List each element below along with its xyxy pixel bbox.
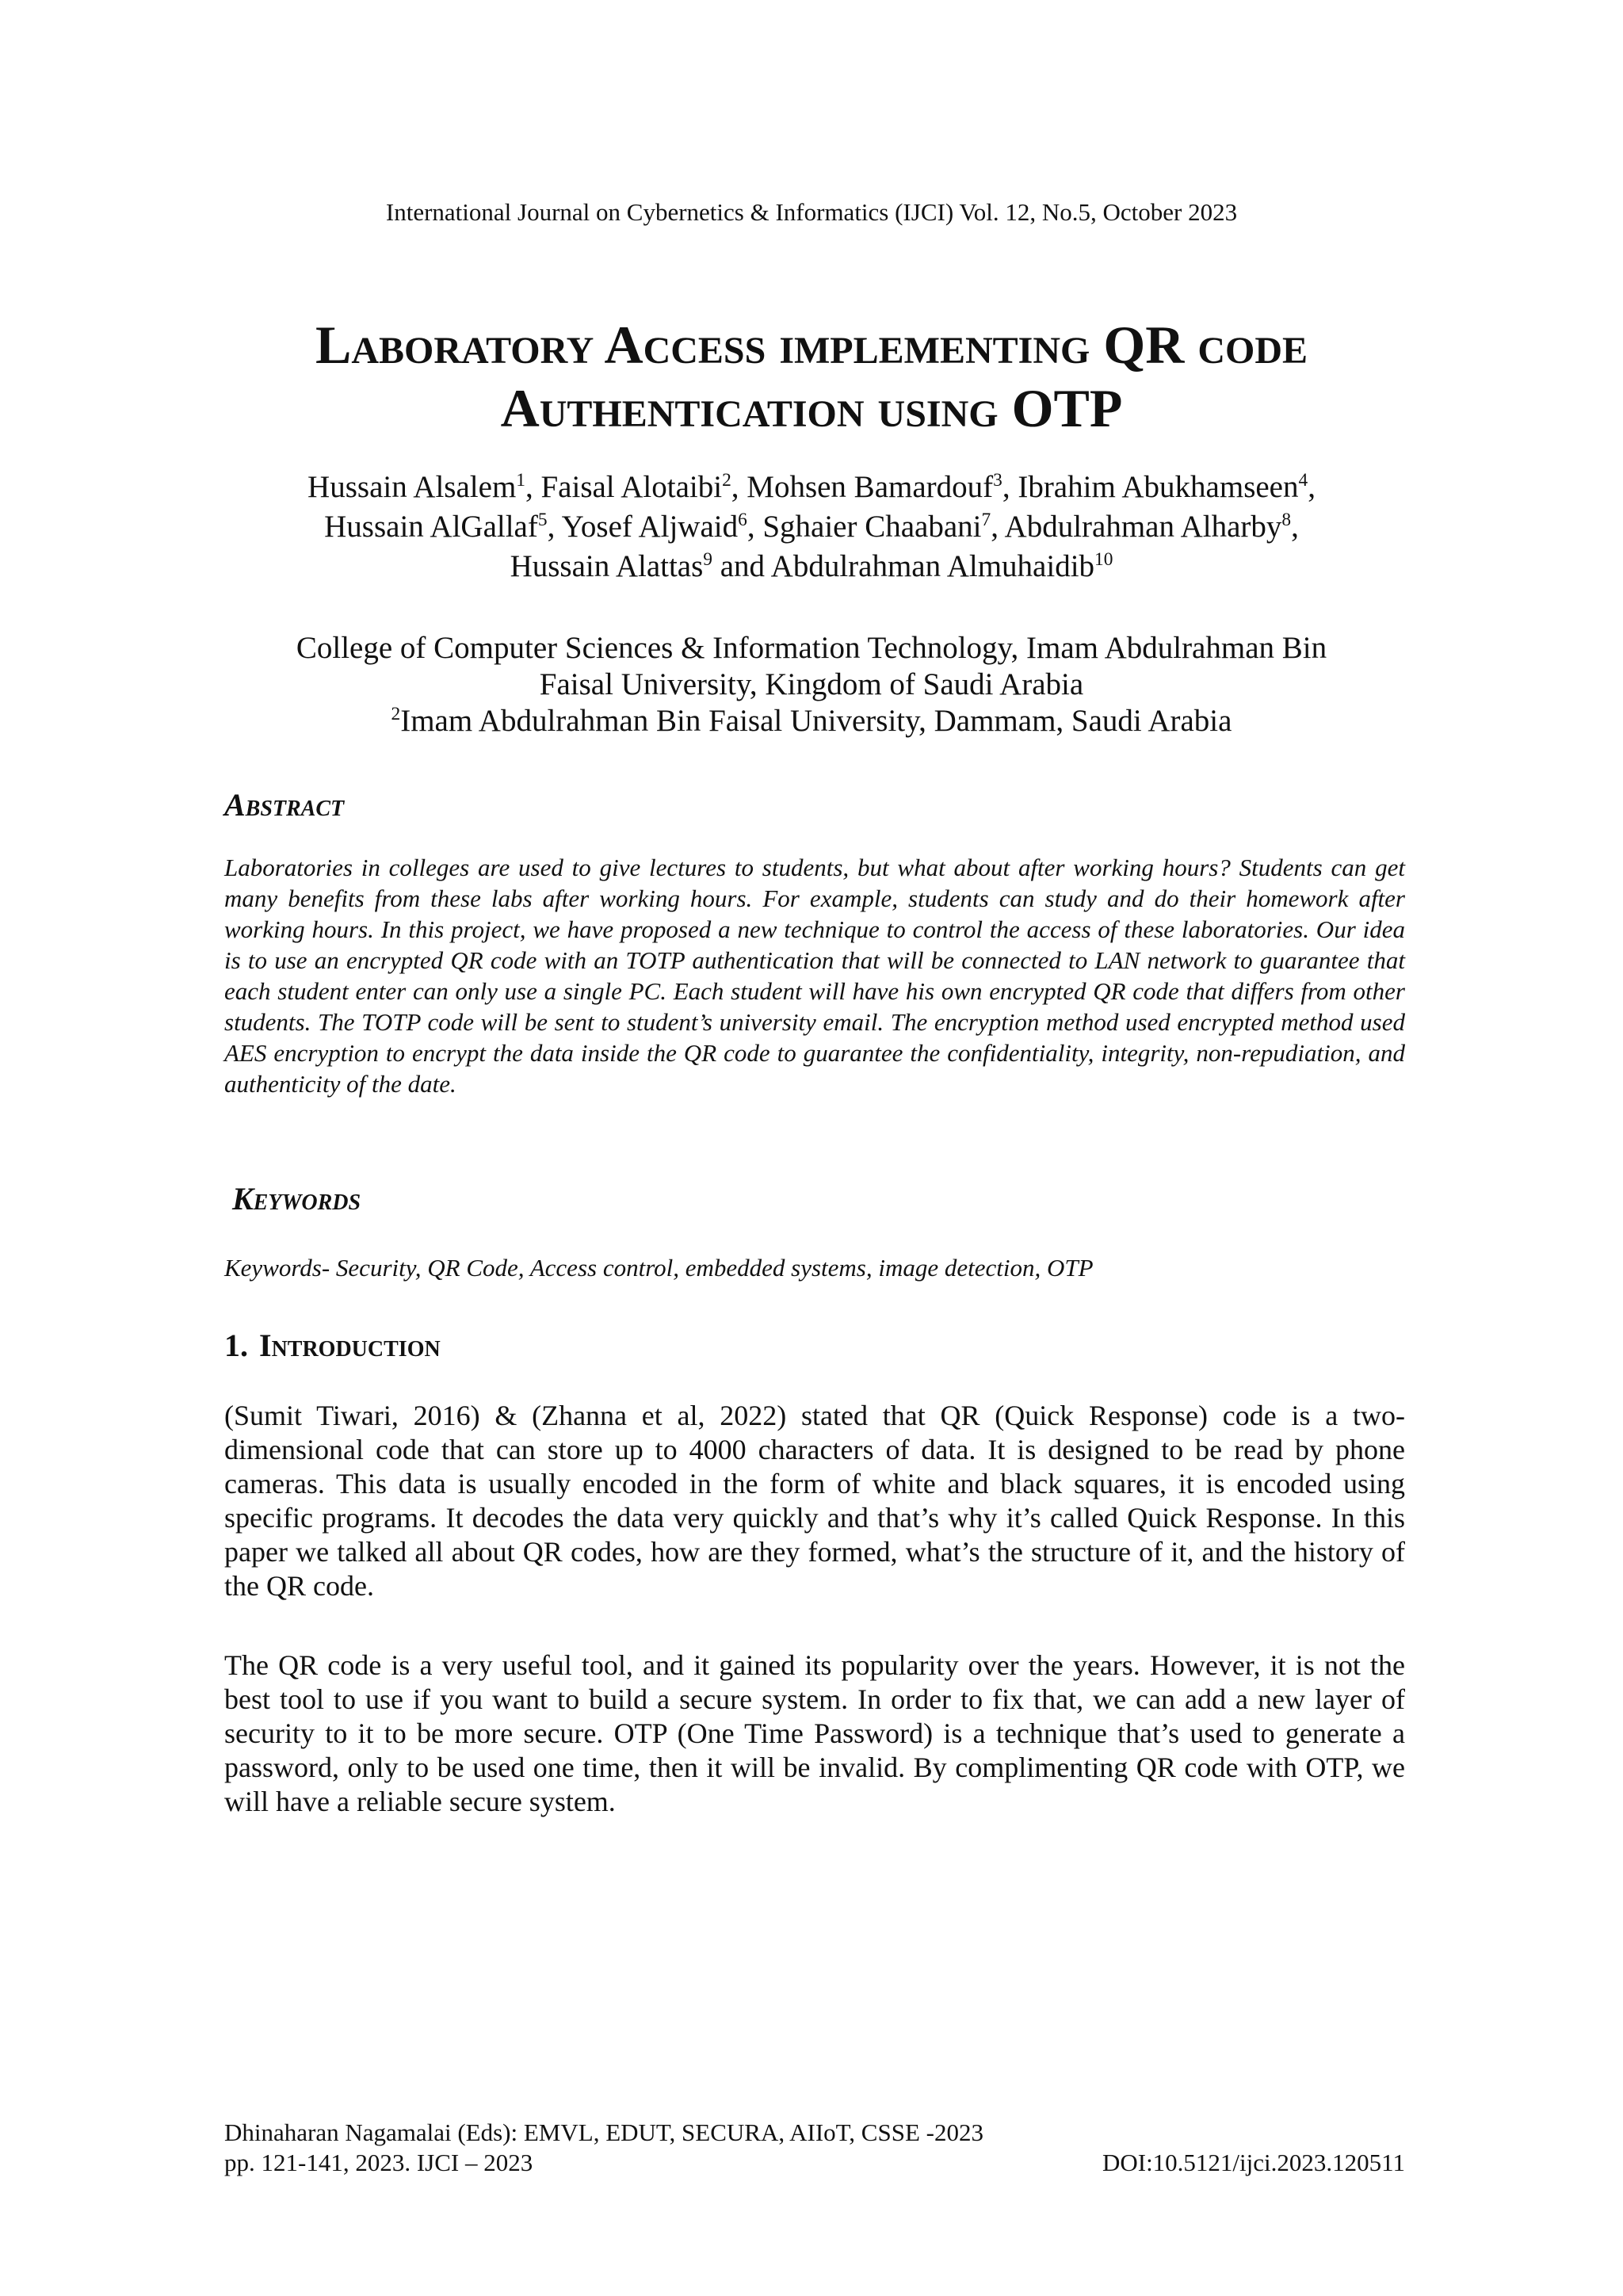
author-separator: and [712,549,771,583]
author-line-1 [143,468,1480,507]
section-title: Introduction [259,1328,441,1363]
paper-title [198,313,1425,440]
paper-title-line-2: Authentication using OTP [500,378,1123,438]
author-affiliation-mark: 3 [993,470,1002,491]
footer-citation [224,2118,983,2178]
author-separator: , [747,510,763,544]
author-name: Sghaier Chaabani [762,510,982,544]
author-line-3 [143,547,1480,586]
abstract-text: Laboratories in colleges are used to give lectures to students, but what about after working hours? Students can get many benefits from these labs after working hours. For example, students can study and do their homework after working hours. In this project, we have proposed a new technique to control the access of these laboratories. Our idea is to use an encrypted QR code with an TOTP authentication that will be connected to LAN network to guarantee that each student enter can only use a single PC. Each student will have his own encrypted QR code that differs from other students. The TOTP code will be sent to student’s university email. The encryption method used encrypted method used AES encryption to encrypt the data inside the QR code to guarantee the confidentiality, integrity, non-repudiation, and authenticity of the date. [224,854,1405,1098]
author-affiliation-mark: 10 [1094,549,1113,570]
author-separator: , [1291,510,1299,544]
author-affiliation-mark: 9 [703,549,712,570]
author-affiliation-mark: 4 [1298,470,1308,491]
author-affiliation-mark: 6 [738,510,747,530]
author-name: Faisal Alotaibi [540,470,723,504]
author-separator: , [991,510,1005,544]
author-name: Abdulrahman Almuhaidib [770,549,1095,583]
author-name: Yosef Aljwaid [561,510,739,544]
author-name: Hussain AlGallaf [324,510,538,544]
author-affiliation-mark: 1 [516,470,525,491]
affiliation-mark: 2 [391,704,401,724]
journal-header: International Journal on Cybernetics & Informatics (IJCI) Vol. 12, No.5, October 2023 [385,198,1238,226]
section-number: 1. [224,1328,248,1363]
abstract-heading: Abstract [224,787,345,823]
footer-editors: Dhinaharan Nagamalai (Eds): EMVL, EDUT, SECURA, AIIoT, CSSE -2023 [224,2118,983,2146]
affiliation-line-3-text: Imam Abdulrahman Bin Faisal University, Dammam, Saudi Arabia [400,704,1232,738]
affiliation-line-2: Faisal University, Kingdom of Saudi Arabia [539,667,1084,701]
author-affiliation-mark: 7 [981,510,991,530]
author-name: Ibrahim Abukhamseen [1018,470,1299,504]
keywords-text: Keywords- Security, QR Code, Access control, embedded systems, image detection, OTP [224,1254,1094,1282]
affiliation-line-3 [143,703,1480,739]
author-name: Mohsen Bamardouf [747,470,994,504]
author-separator: , [1002,470,1018,504]
author-affiliation-mark: 2 [722,470,731,491]
author-name: Hussain Alsalem [307,470,517,504]
author-line-2 [143,507,1480,547]
author-separator: , [1308,470,1316,504]
author-separator: , [731,470,747,504]
author-separator: , [547,510,562,544]
affiliation-line-1: College of Computer Sciences & Information Technology, Imam Abdulrahman Bin [296,631,1327,665]
paper-title-line-1: Laboratory Access implementing QR code [315,315,1308,375]
introduction-paragraph-1: (Sumit Tiwari, 2016) & (Zhanna et al, 2022) stated that QR (Quick Response) code is a two-dimensional code that can store up to 4000 characters of data. It is designed to be read by phone cameras. This data is usually encoded in the form of white and black squares, it is encoded using specific programs. It decodes the data very quickly and that’s why it’s called Quick Response. In this paper we talked all about QR codes, how are they formed, what’s the structure of it, and the history of the QR code. [224,1400,1405,1602]
author-affiliation-mark: 8 [1281,510,1292,530]
author-list [143,468,1480,586]
author-name: Hussain Alattas [510,549,704,583]
footer-pages: pp. 121-141, 2023. IJCI – 2023 [224,2149,533,2176]
footer-doi: DOI:10.5121/ijci.2023.120511 [1102,2149,1405,2176]
author-separator: , [525,470,541,504]
introduction-heading [224,1326,441,1366]
introduction-paragraph-2: The QR code is a very useful tool, and it gained its popularity over the years. However, it is not the best tool to use if you want to build a secure system. In order to fix that, we can add a new layer of security to it to be more secure. OTP (One Time Password) is a technique that’s used to generate a password, only to be used one time, then it will be invalid. By complimenting QR code with OTP, we will have a reliable secure system. [224,1649,1405,1817]
keywords-heading: Keywords [232,1181,361,1217]
author-name: Abdulrahman Alharby [1004,510,1282,544]
author-affiliation-mark: 5 [537,510,548,530]
affiliation-block [143,630,1480,739]
